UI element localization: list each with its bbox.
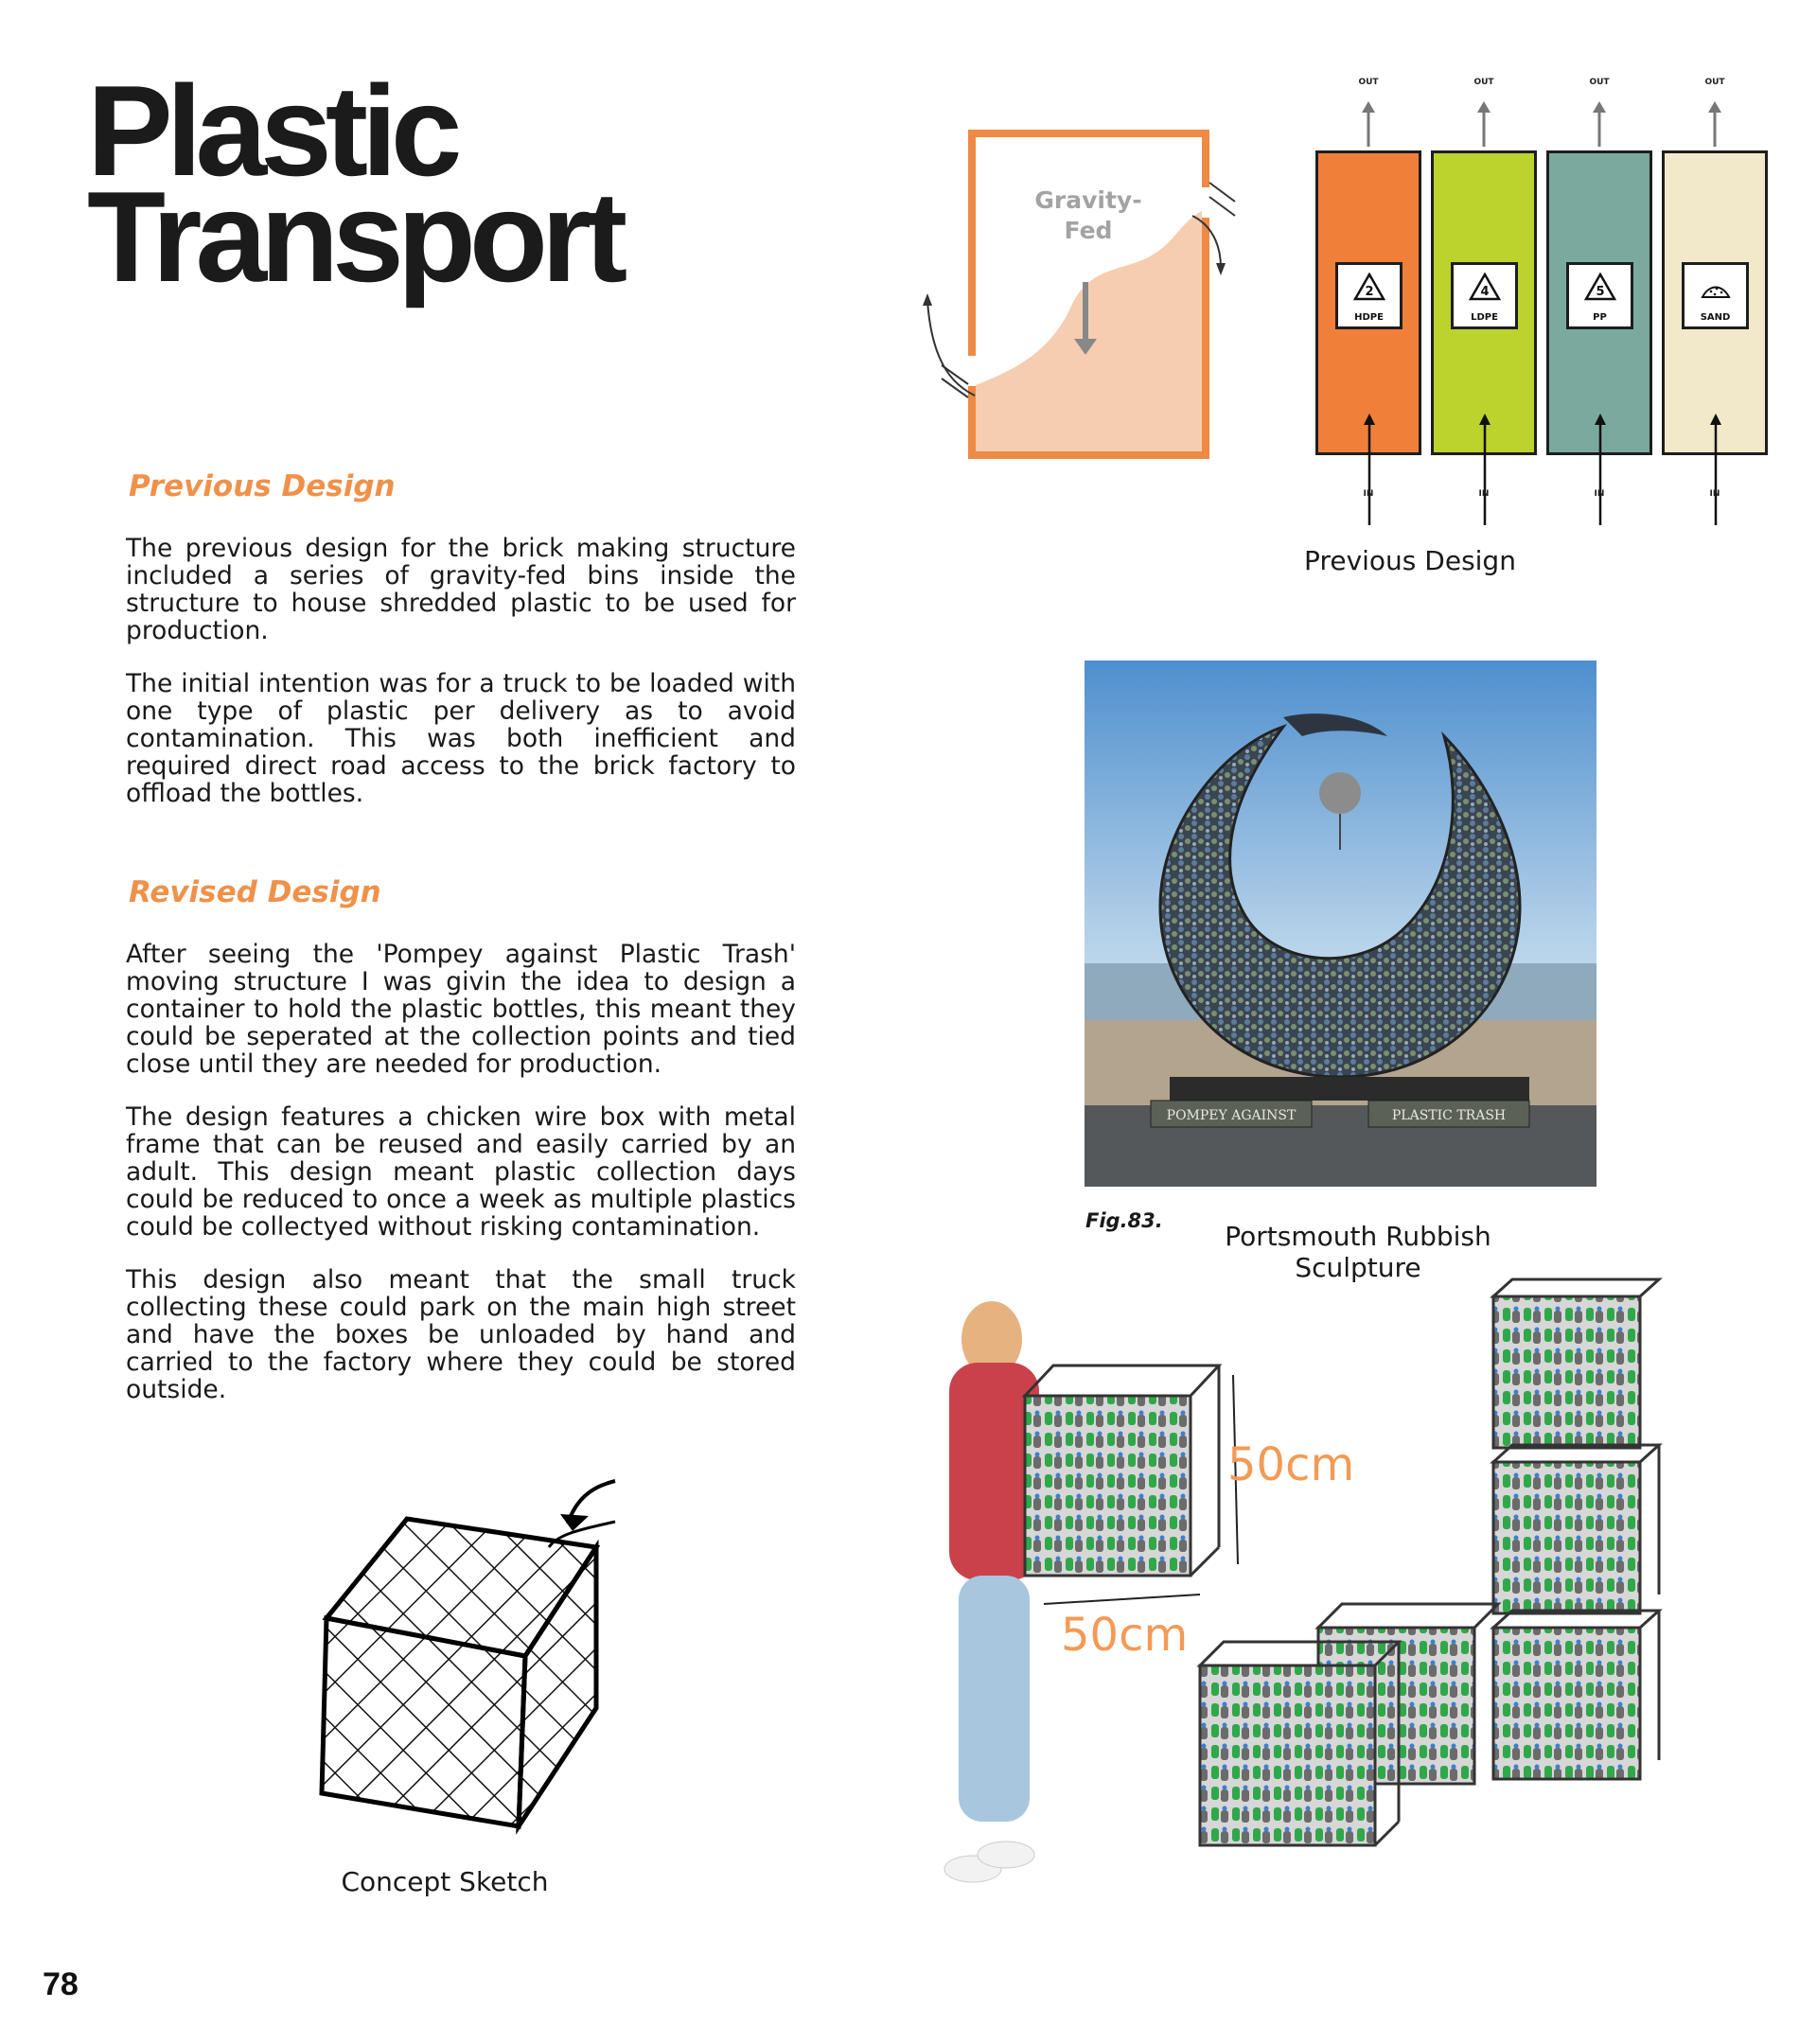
- recycle-symbol-box: [1335, 262, 1402, 329]
- out-arrow-icon: [1705, 101, 1724, 149]
- bin-material-label: HDPE: [1354, 312, 1384, 323]
- boxes-illustration: [897, 1263, 1777, 1907]
- in-arrow-icon: [1591, 414, 1610, 527]
- recycle-symbol-box: [1451, 262, 1518, 329]
- sand-icon: [1700, 273, 1732, 303]
- sign-left: POMPEY AGAINST: [1166, 1108, 1297, 1123]
- bin-column-sand: [1662, 71, 1768, 516]
- bin-in-label: IN: [1709, 489, 1720, 499]
- recycle-icon: [1584, 273, 1616, 303]
- bin-material-label: PP: [1593, 312, 1607, 323]
- page-title: [87, 59, 622, 308]
- resin-code: 2: [1365, 285, 1374, 299]
- bin-material-label: SAND: [1700, 312, 1731, 323]
- resin-code: 5: [1596, 285, 1605, 299]
- revised-design-paragraph-1: After seeing the 'Pompey against Plastic Trash' moving structure I was givin the idea to design a container to hold the plastic bottles, this meant they could be seperated at the collection points and tied close until they are needed for production.: [126, 940, 796, 1079]
- bin-column-pp: [1546, 71, 1652, 516]
- boxes-drawing: [897, 1263, 1777, 1907]
- revised-design-heading: Revised Design: [129, 875, 381, 909]
- sculpture-caption-line-2: Sculpture: [1295, 1252, 1421, 1283]
- sculpture-caption-line-1: Portsmouth Rubbish: [1225, 1221, 1491, 1252]
- revised-design-paragraph-2: The design features a chicken wire box with metal frame that can be reused and easily carried by an adult. This design meant plastic collection days could be reduced to once a week as multiple plastics could be collectyed without risking contamination.: [126, 1102, 796, 1242]
- bin-hdpe: [1315, 150, 1421, 455]
- bin-out-label: OUT: [1473, 78, 1494, 87]
- bin-out-label: OUT: [1589, 78, 1610, 87]
- gravity-fed-diagram: [908, 121, 1249, 471]
- bin-in-label: IN: [1594, 489, 1605, 499]
- page-number: 78: [43, 1966, 79, 2002]
- out-arrow-icon: [1590, 101, 1609, 149]
- out-arrow-icon: [1474, 101, 1493, 149]
- bin-material-label: LDPE: [1471, 312, 1498, 323]
- bin-in-label: IN: [1478, 489, 1490, 499]
- gravity-fed-label: [1003, 185, 1173, 246]
- bin-sand: [1662, 150, 1768, 455]
- bin-pp: [1546, 150, 1652, 455]
- sculpture-photo: [1085, 661, 1596, 1187]
- resin-code: 4: [1480, 285, 1490, 299]
- previous-design-caption: Previous Design: [1304, 545, 1516, 576]
- gravity-fed-label-line-2: Fed: [1064, 217, 1113, 244]
- concept-sketch: [312, 1476, 653, 1855]
- bin-out-label: OUT: [1358, 78, 1379, 87]
- previous-design-paragraph-1: The previous design for the brick making structure included a series of gravity-fed bins inside the structure to house shredded plastic to be used for production.: [126, 534, 796, 645]
- wire-box-sketch: [312, 1476, 653, 1855]
- previous-design-paragraph-2: The initial intention was for a truck to be loaded with one type of plastic per delivery as to avoid contamination. This was both inefficient and required direct road access to the brick factory to offload the bottles.: [126, 669, 796, 808]
- bin-column-hdpe: [1315, 71, 1421, 516]
- gravity-fed-label-line-1: Gravity-: [1034, 186, 1142, 214]
- box-width-label: 50cm: [1061, 1609, 1189, 1662]
- recycle-icon: [1353, 273, 1385, 303]
- recycle-symbol-box: [1682, 262, 1749, 329]
- out-arrow-icon: [1359, 101, 1378, 149]
- recycle-symbol-box: [1566, 262, 1633, 329]
- bin-column-ldpe: [1431, 71, 1537, 516]
- bin-ldpe: [1431, 150, 1537, 455]
- box-height-label: 50cm: [1227, 1438, 1355, 1491]
- plastic-bins-diagram: [1315, 71, 1808, 516]
- title-line-2: Transport: [87, 165, 622, 308]
- bin-in-label: IN: [1363, 489, 1374, 499]
- recycle-icon: [1469, 273, 1501, 303]
- in-arrow-icon: [1475, 414, 1494, 527]
- sculpture-illustration: [1085, 661, 1596, 1187]
- in-arrow-icon: [1706, 414, 1725, 527]
- figure-label: Fig.83.: [1085, 1209, 1163, 1232]
- sign-right: PLASTIC TRASH: [1391, 1108, 1507, 1123]
- bin-out-label: OUT: [1704, 78, 1725, 87]
- revised-design-paragraph-3: This design also meant that the small truck collecting these could park on the main high street and have the boxes be unloaded by hand and carried to the factory where they could be stored outside.: [126, 1265, 796, 1404]
- title-line-1: Plastic: [87, 59, 456, 203]
- in-arrow-icon: [1360, 414, 1379, 527]
- gravity-fed-bin-drawing: [908, 121, 1249, 471]
- previous-design-heading: Previous Design: [129, 469, 396, 503]
- concept-sketch-caption: Concept Sketch: [341, 1866, 549, 1897]
